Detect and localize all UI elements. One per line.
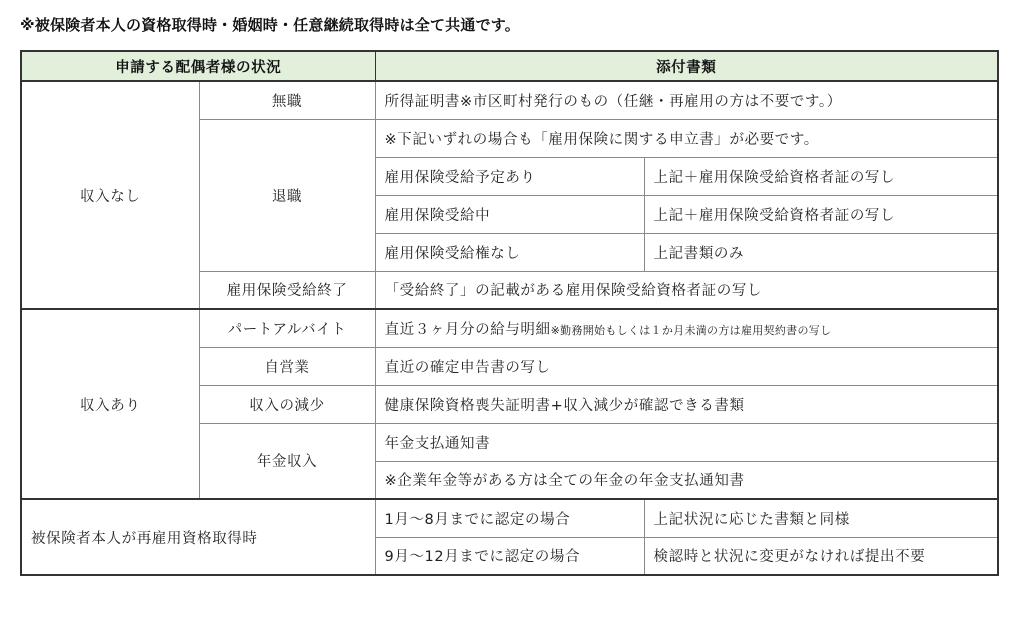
doc-part-time (375, 309, 998, 347)
doc-income-decrease: 健康保険資格喪失証明書+収入減少が確認できる書類 (375, 385, 998, 423)
attachment-documents-table (20, 50, 999, 576)
doc-unemployed: 所得証明書※市区町村発行のもの（任継・再雇用の方は不要です。） (375, 81, 998, 119)
retired-doc: 上記書類のみ (644, 233, 998, 271)
doc-benefit-ended: 「受給終了」の記載がある雇用保険受給資格者証の写し (375, 271, 998, 309)
retired-case: 雇用保険受給権なし (375, 233, 644, 271)
status-self-employed: 自営業 (199, 347, 375, 385)
rehire-doc: 検認時と状況に変更がなければ提出不要 (644, 537, 998, 575)
table-note: ※被保険者本人の資格取得時・婚姻時・任意継続取得時は全て共通です。 (20, 16, 520, 34)
group-no-income: 収入なし (21, 81, 199, 309)
doc-part-time-main: 直近３ヶ月分の給与明細 (384, 321, 551, 338)
retired-doc: 上記＋雇用保険受給資格者証の写し (644, 157, 998, 195)
doc-pension-note: ※企業年金等がある方は全ての年金の年金支払通知書 (375, 461, 998, 499)
header-status: 申請する配偶者様の状況 (21, 51, 375, 81)
rehire-case: 9月～12月までに認定の場合 (375, 537, 644, 575)
retired-note: ※下記いずれの場合も「雇用保険に関する申立書」が必要です。 (375, 119, 998, 157)
rehire-case: 1月～8月までに認定の場合 (375, 499, 644, 537)
status-pension: 年金収入 (199, 423, 375, 499)
table-row (21, 81, 998, 119)
retired-doc: 上記＋雇用保険受給資格者証の写し (644, 195, 998, 233)
doc-pension: 年金支払通知書 (375, 423, 998, 461)
retired-case: 雇用保険受給中 (375, 195, 644, 233)
table-row (21, 309, 998, 347)
header-docs: 添付書類 (375, 51, 998, 81)
group-income: 収入あり (21, 309, 199, 499)
retired-case: 雇用保険受給予定あり (375, 157, 644, 195)
status-part-time: パートアルバイト (199, 309, 375, 347)
status-benefit-ended: 雇用保険受給終了 (199, 271, 375, 309)
rehire-doc: 上記状況に応じた書類と同様 (644, 499, 998, 537)
doc-part-time-note: ※勤務開始もしくは１か月未満の方は雇用契約書の写し (550, 323, 832, 337)
group-rehire: 被保険者本人が再雇用資格取得時 (21, 499, 375, 575)
doc-self-employed: 直近の確定申告書の写し (375, 347, 998, 385)
status-unemployed: 無職 (199, 81, 375, 119)
status-retired: 退職 (199, 119, 375, 271)
header-row (21, 51, 998, 81)
table-row (21, 499, 998, 537)
status-income-decrease: 収入の減少 (199, 385, 375, 423)
